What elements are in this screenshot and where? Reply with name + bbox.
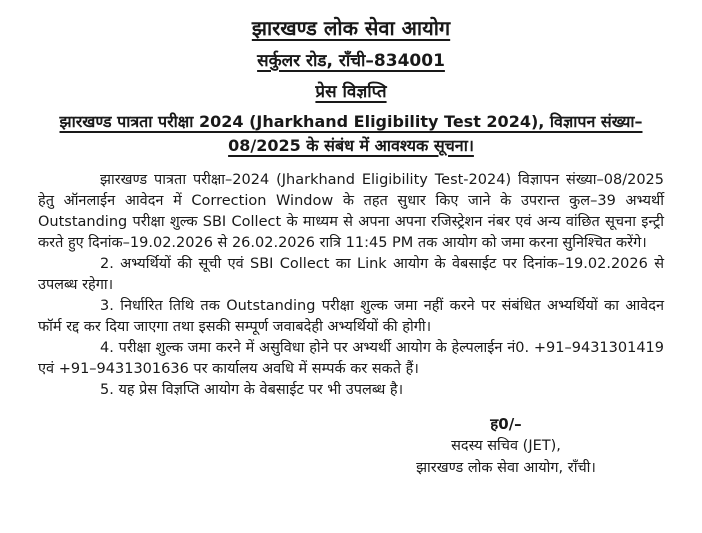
organization-name: झारखण्ड लोक सेवा आयोग: [251, 16, 451, 40]
signatory-organization: झारखण्ड लोक सेवा आयोग, राँची।: [416, 460, 596, 476]
paragraph-1: झारखण्ड पात्रता परीक्षा–2024 (Jharkhand Eligibility Test-2024) विज्ञापन संख्या–08/2025 हेतु ऑनलाईन आवेदन में Correction Window के तहत सुधार किए जाने के उपरान्त कुल–39 अभ्यर्थी Outstanding परीक्षा शुल्क SBI Collect के माध्यम से अपना अपना रजिस्ट्रेशन नंबर एवं अन्य वांछित सूचना इन्ट्री करते हुए दिनांक–19.02.2026 से 26.02.2026 रात्रि 11:45 PM तक आयोग को जमा करना सुनिश्चित करेंगे।: [38, 172, 664, 251]
signature-mark: ह0/–: [490, 415, 522, 433]
document-body: [38, 170, 664, 401]
signatory-designation: सदस्य सचिव (JET),: [451, 438, 561, 454]
press-release-label: प्रेस विज्ञप्ति: [315, 82, 387, 102]
address-line: सर्कुलर रोड, राँची–834001: [257, 51, 445, 71]
paragraph-5: 5. यह प्रेस विज्ञप्ति आयोग के वेबसाईट पर भी उपलब्ध है।: [100, 382, 404, 398]
paragraph-4: 4. परीक्षा शुल्क जमा करने में असुविधा होने पर अभ्यर्थी आयोग के हेल्पलाईन नं0. +91–9431301419 एवं +91–9431301636 पर कार्यालय अवधि में सम्पर्क कर सकते हैं।: [38, 340, 664, 377]
subject-line: झारखण्ड पात्रता परीक्षा 2024 (Jharkhand Eligibility Test 2024), विज्ञापन संख्या–08/2025 के संबंध में आवश्यक सूचना।: [59, 112, 643, 155]
paragraph-2: 2. अभ्यर्थियों की सूची एवं SBI Collect का Link आयोग के वेबसाईट पर दिनांक–19.02.2026 से उपलब्ध रहेगा।: [38, 256, 664, 293]
paragraph-3: 3. निर्धारित तिथि तक Outstanding परीक्षा शुल्क जमा नहीं करने पर संबंधित अभ्यर्थियों का आवेदन फॉर्म रद्द कर दिया जाएगा तथा इसकी सम्पूर्ण जवाबदेही अभ्यर्थियों की होगी।: [38, 298, 664, 335]
signature-block: [406, 413, 606, 479]
document-header: [0, 0, 702, 158]
